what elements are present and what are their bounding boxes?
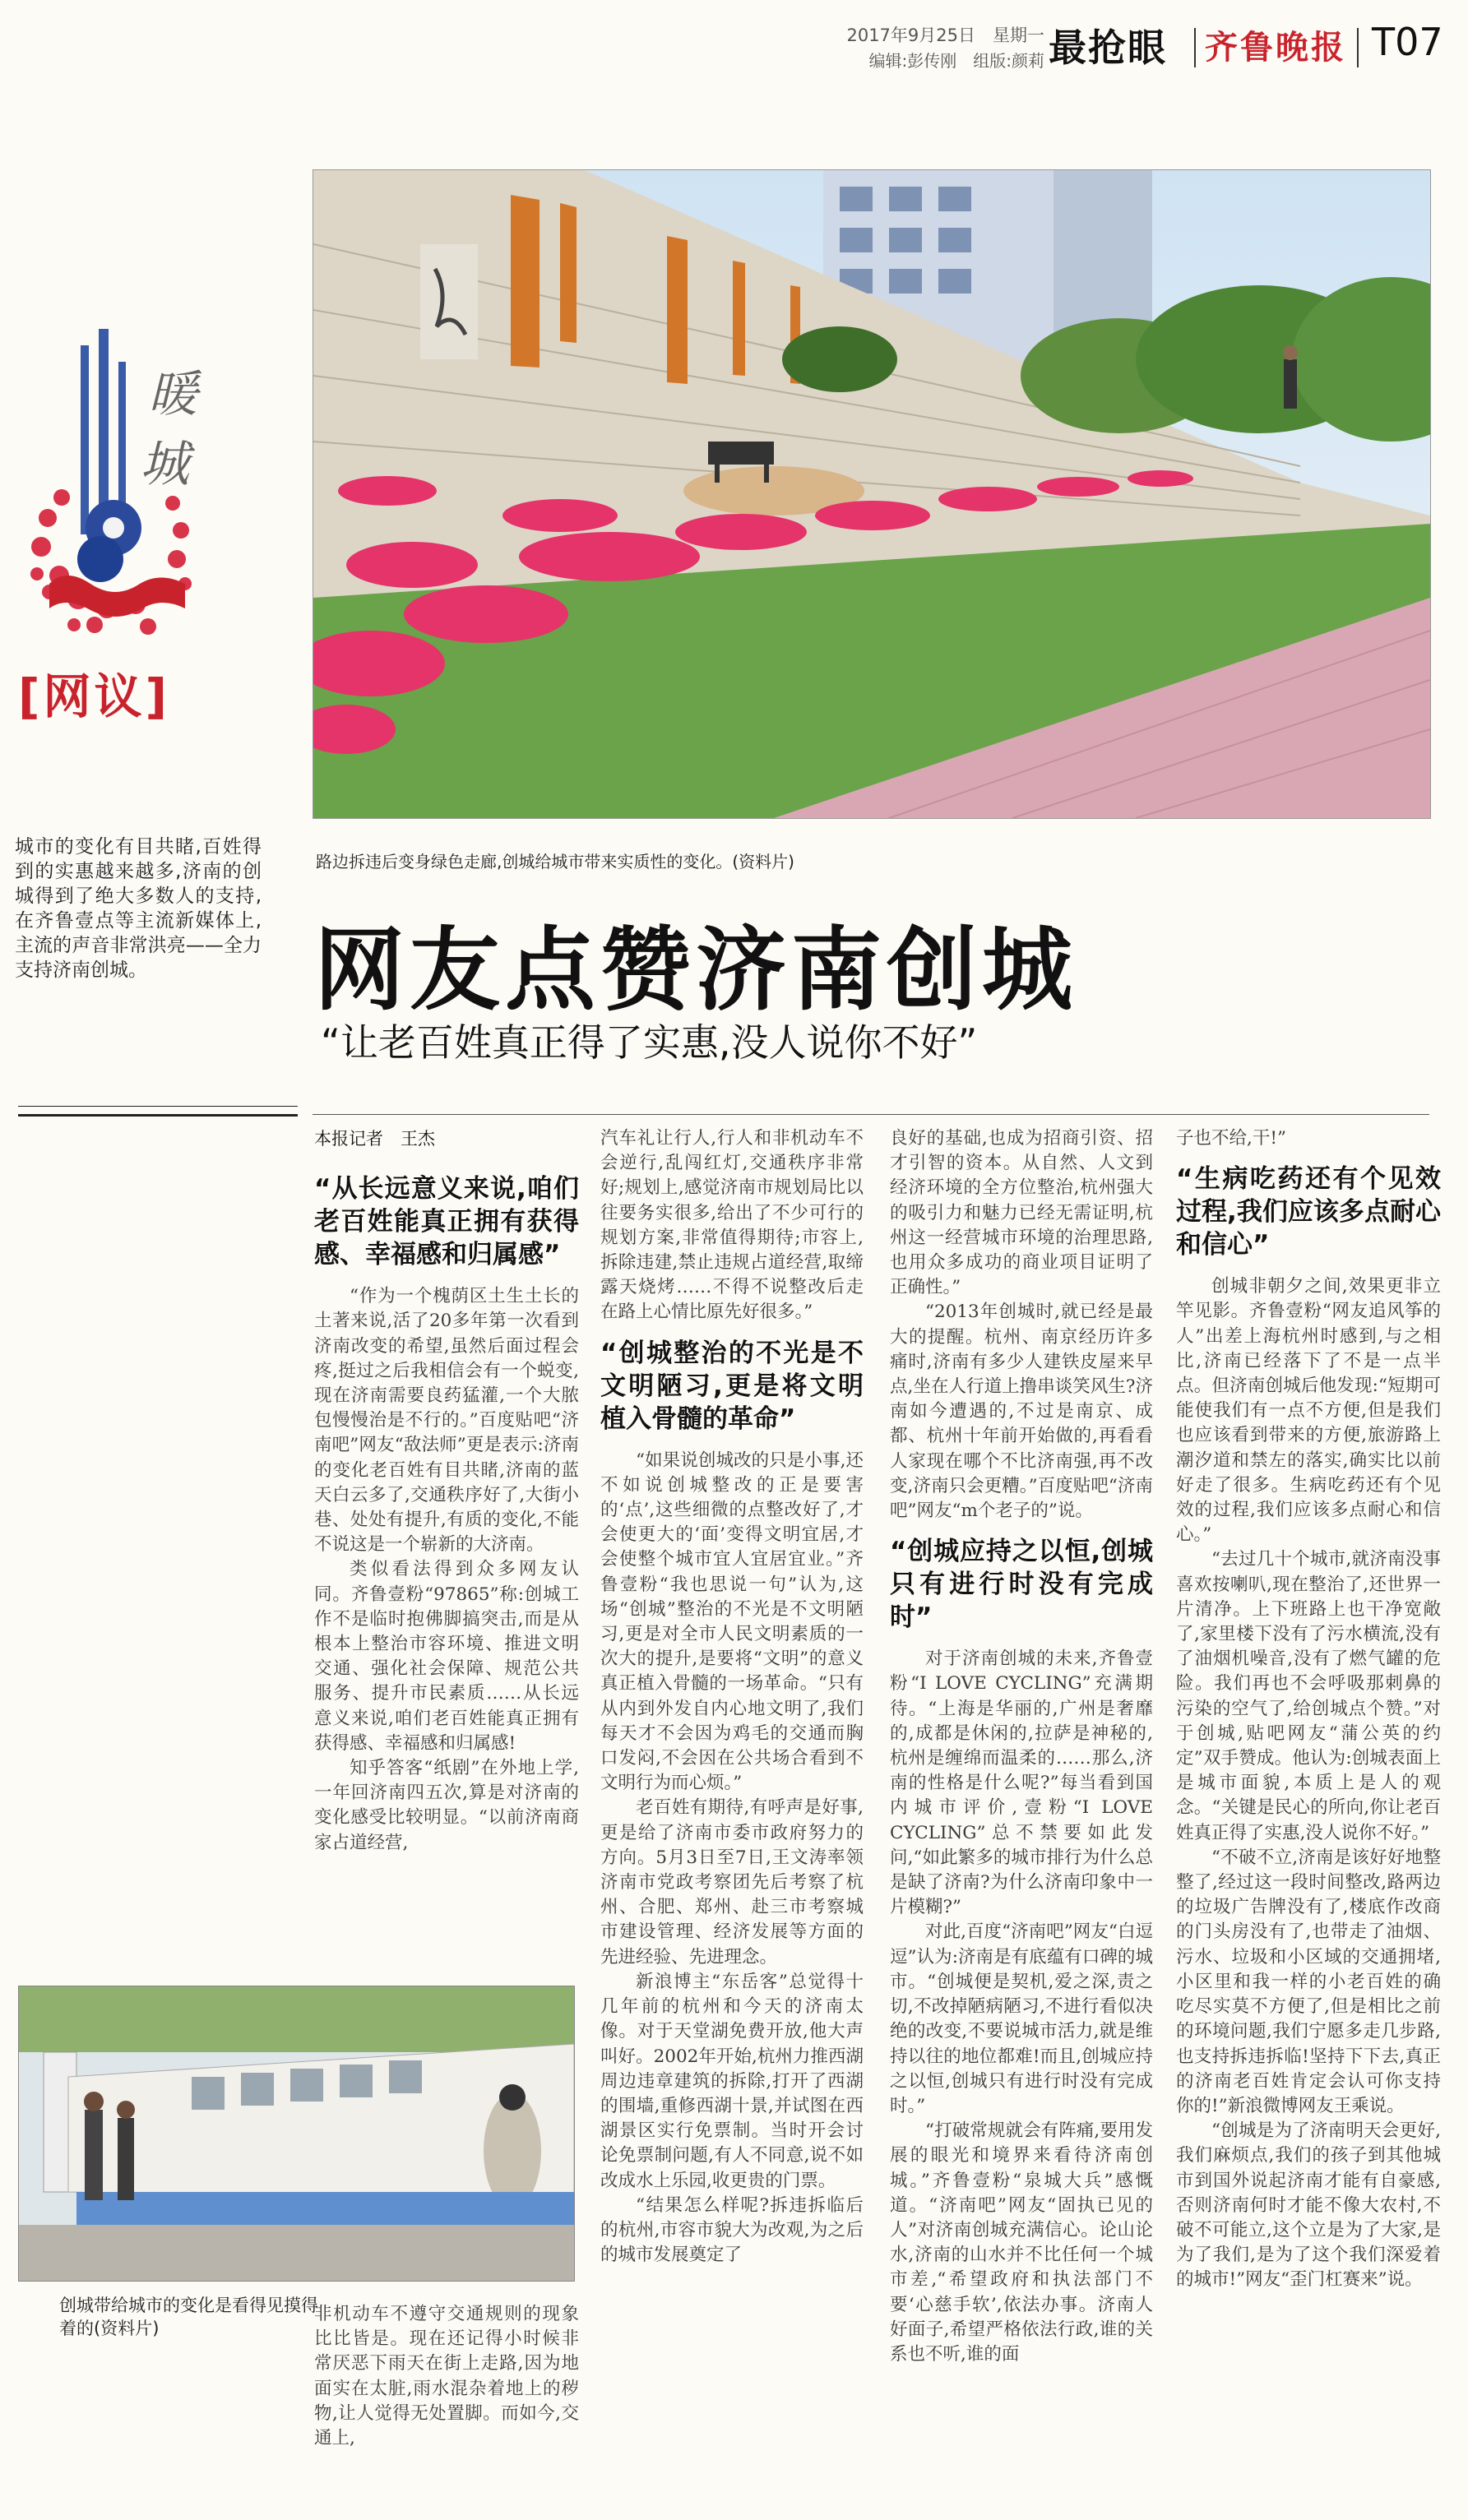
editor-credits: 编辑:彭传刚 组版:颜莉 [868,51,1044,71]
publication-date: 2017年9月25日 星期一 [846,25,1044,45]
paragraph: 汽车礼让行人,行人和非机动车不会逆行,乱闯红灯,交通秩序非常好;规划上,感觉济南市规划局比以往要务实很多,给出了不少可行的规划方案,非常值得期待;市容上,拆除违建,禁止违规占道经营,取缔露天烧烤……不得不说整改后走在路上心情比原先好很多。” [600,1128,864,1323]
paragraph: “不破不立,济南是该好好地整整了,经过这一段时间整改,路两边的垃圾广告牌没有了,楼底作改商的门头房没有了,也带走了油烟、污水、垃圾和小区域的交通拥堵,小区里和我一样的小老百姓的确吃尽实莫不方便了,但是相比之前的环境问题,我们宁愿多走几步路,也支持拆违拆临!坚持下下去,真正的济南老百姓肯定会认可你支持你的!”新浪微博网友王乘说。 [1176,1847,1441,2116]
divider [18,1106,298,1107]
main-photo [313,169,1431,819]
article-column-3 [890,1126,1153,2499]
sidebar-rule [18,1114,298,1117]
svg-text:城: 城 [140,436,189,493]
paragraph: 老百姓有期待,有呼声是好事,更是给了济南市委市政府努力的方向。5月3日至7日,王文涛率领济南市党政考察团先后考察了杭州、合肥、郑州、赴三市考察城市建设管理、经济发展等方面的先进经验、先进理念。 [600,1797,864,1967]
headline: 网友点赞济南创城 [314,918,1077,1023]
paragraph: “作为一个槐荫区土生土长的土著来说,活了20多年第一次看到济南改变的希望,虽然后面过程会疼,挺过之后我相信会有一个蜕变,现在济南需要良药猛灌,一个大脓包慢慢治是不行的。”百度贴吧“济南吧”网友“敌法师”更是表示:济南的变化老百姓有目共睹,济南的蓝天白云多了,交通秩序好了,大街小巷、处处有提升,有质的变化,不能不说这是一个崭新的大济南。 [314,1286,579,1556]
page-number: T07 [1372,20,1443,64]
article-column-4 [1176,1126,1441,2499]
subheading: “创城应持之以恒,创城只有进行时没有完成时” [890,1537,1153,1633]
paragraph: 良好的基础,也成为招商引资、招才引智的资本。从自然、人文到经济环境的全方位整治,杭州强大的吸引力和魅力已经无需证明,杭州这一经营城市环境的治理思路,也用众多成功的商业项目证明了正确性。” [890,1128,1153,1298]
inset-photo [18,1986,575,2282]
paragraph: “2013年创城时,就已经是最大的提醒。杭州、南京经历许多痛时,济南有多少人建铁皮屋来早点,坐在人行道上撸串谈笑风生?济南如今遭遇的,不过是南京、成都、杭州十年前开始做的,再看看人家现在哪个不比济南强,再不改变,济南只会更糟。”百度贴吧“济南吧”网友“m个老子的”说。 [890,1302,1153,1522]
paragraph: 新浪博主“东岳客”总觉得十几年前的杭州和今天的济南太像。对于天堂湖免费开放,他大声叫好。2002年开始,杭州力推西湖周边违章建筑的拆除,打开了西湖的围墙,重修西湖十景,并试图在西湖景区实行免票制。当时开会讨论免票制问题,有人不同意,说不如改成水上乐园,收更贵的门票。 [600,1971,864,2191]
paragraph: 非机动车不遵守交通规则的现象比比皆是。现在还记得小时候非常厌恶下雨天在街上走路,因为地面实在太脏,雨水混杂着地上的秽物,让人觉得无处置脚。而如今,交通上, [314,2304,579,2449]
subheadline: “让老百姓真正得了实惠,没人说你不好” [321,1020,978,1065]
svg-text:暖: 暖 [148,366,197,423]
inset-caption: 创城带给城市的变化是看得见摸得着的(资料片) [59,2296,318,2338]
paragraph: “打破常规就会有阵痛,要用发展的眼光和境界来看待济南创城。”齐鲁壹粉“泉城大兵”感慨道。“济南吧”网友“固执已见的人”对济南创城充满信心。论山论水,济南的山水并不比任何一个城市差,“希望政府和执法部门不要‘心慈手软’,依法办事。济南人好面子,希望严格依法行政,谁的关系也不听,谁的面 [890,2120,1153,2365]
paragraph: “如果说创城改的只是小事,还不如说创城整改的正是要害的‘点’,这些细微的点整改好了,才会使更大的‘面’变得文明宜居,才会使整个城市宜人宜居宜业。”齐鲁壹粉“我也思说一句”认为,这场“创城”整治的不光是不文明陋习,更是对全市人民文明素质的一次大的提升,是要将“文明”的意义真正植入骨髓的一场革命。“只有从内到外发自内心地文明了,我们每天才不会因为鸡毛的交通而胸口发闷,不会因在公共场合看到不文明行为而心烦。” [600,1450,864,1794]
masthead-divider [1357,28,1359,67]
sidebar-summary: 城市的变化有目共睹,百姓得到的实惠越来越多,济南的创城得到了绝大多数人的支持,在齐鲁壹点等主流新媒体上,主流的声音非常洪亮——全力支持济南创城。 [15,836,262,981]
article-column-2 [600,1126,864,2499]
subheading: “生病吃药还有个见效过程,我们应该多点耐心和信心” [1176,1164,1441,1260]
column-tag: [网议] [18,668,171,724]
paragraph: “结果怎么样呢?拆违拆临后的杭州,市容市貌大为改观,为之后的城市发展奠定了 [600,2194,864,2266]
article-column-1-continued [314,2302,579,2499]
article-column-1 [314,1126,579,1965]
subheading: “创城整治的不光是不文明陋习,更是将文明植入骨髓的革命” [600,1338,864,1434]
main-photo-caption: 路边拆违后变身绿色走廊,创城给城市带来实质性的变化。(资料片) [316,852,794,872]
paragraph: 类似看法得到众多网友认同。齐鲁壹粉“97865”称:创城工作不是临时抱佛脚搞突击,而是从根本上整治市容环境、推进文明交通、强化社会保障、规范公共服务、提升市民素质……从长远意义来说,咱们老百姓能真正拥有获得感、幸福感和归属感! [314,1559,579,1754]
subheading: “从长远意义来说,咱们老百姓能真正拥有获得感、幸福感和归属感” [314,1174,579,1270]
byline: 本报记者 王杰 [314,1129,435,1149]
paragraph: 知乎答客“纸剧”在外地上学,一年回济南四五次,算是对济南的变化感受比较明显。“以前济南商家占道经营, [314,1758,579,1853]
section-name: 最抢眼 [1049,25,1167,70]
paragraph: “去过几十个城市,就济南没事喜欢按喇叭,现在整治了,还世界一片清净。上下班路上也干净宽敞了,家里楼下没有了污水横流,没有了油烟机噪音,没有了燃气罐的危险。我们再也不会呼吸那刺鼻的污染的空气了,给创城点个赞。”对于创城,贴吧网友“蒲公英的约定”双手赞成。他认为:创城表面上是城市面貌,本质上是人的观念。“关键是民心的所向,你让老百姓真正得了实惠,没人说你不好。” [1176,1549,1441,1843]
paragraph: 对此,百度“济南吧”网友“白逗逗”认为:济南是有底蕴有口碑的城市。“创城便是契机,爱之深,责之切,不改掉陋病陋习,不进行看似决绝的改变,不要说城市活力,就是维持以往的地位都难!而且,创城应持之以恒,创城只有进行时没有完成时。” [890,1921,1153,2116]
paragraph: 子也不给,干!” [1176,1128,1286,1149]
paragraph: 创城非朝夕之间,效果更非立竿见影。齐鲁壹粉“网友追风筝的人”出差上海杭州时感到,与之相比,济南已经落下了不是一点半点。但济南创城后他发现:“短期可能使我们有一点不方便,但是我们也应该看到带来的方便,旅游路上潮汐道和禁左的落实,确实比以前好走了很多。生病吃药还有个见效的过程,我们应该多点耐心和信心。” [1176,1276,1441,1546]
masthead-divider [1194,28,1196,67]
warm-city-logo [16,312,214,658]
paragraph: “创城是为了济南明天会更好,我们麻烦点,我们的孩子到其他城市到国外说起济南才能有自豪感,否则济南何时才能不像大农村,不破不可能立,这个立是为了大家,是为了我们,是为了这个我们深爱着的城市!”网友“歪门杠赛来”说。 [1176,2120,1441,2291]
divider [313,1114,1429,1115]
paragraph: 对于济南创城的未来,齐鲁壹粉“I LOVE CYCLING”充满期待。“上海是华丽的,广州是奢靡的,成都是休闲的,拉萨是神秘的,杭州是缠绵而温柔的……那么,济南的性格是什么呢?”每当看到国内城市评价,壹粉“I LOVE CYCLING”总不禁要如此发问,“如此繁多的城市排行为什么总是缺了济南?为什么济南印象中一片模糊?” [890,1648,1153,1918]
newspaper-brand: 齐鲁晚报 [1205,28,1346,67]
